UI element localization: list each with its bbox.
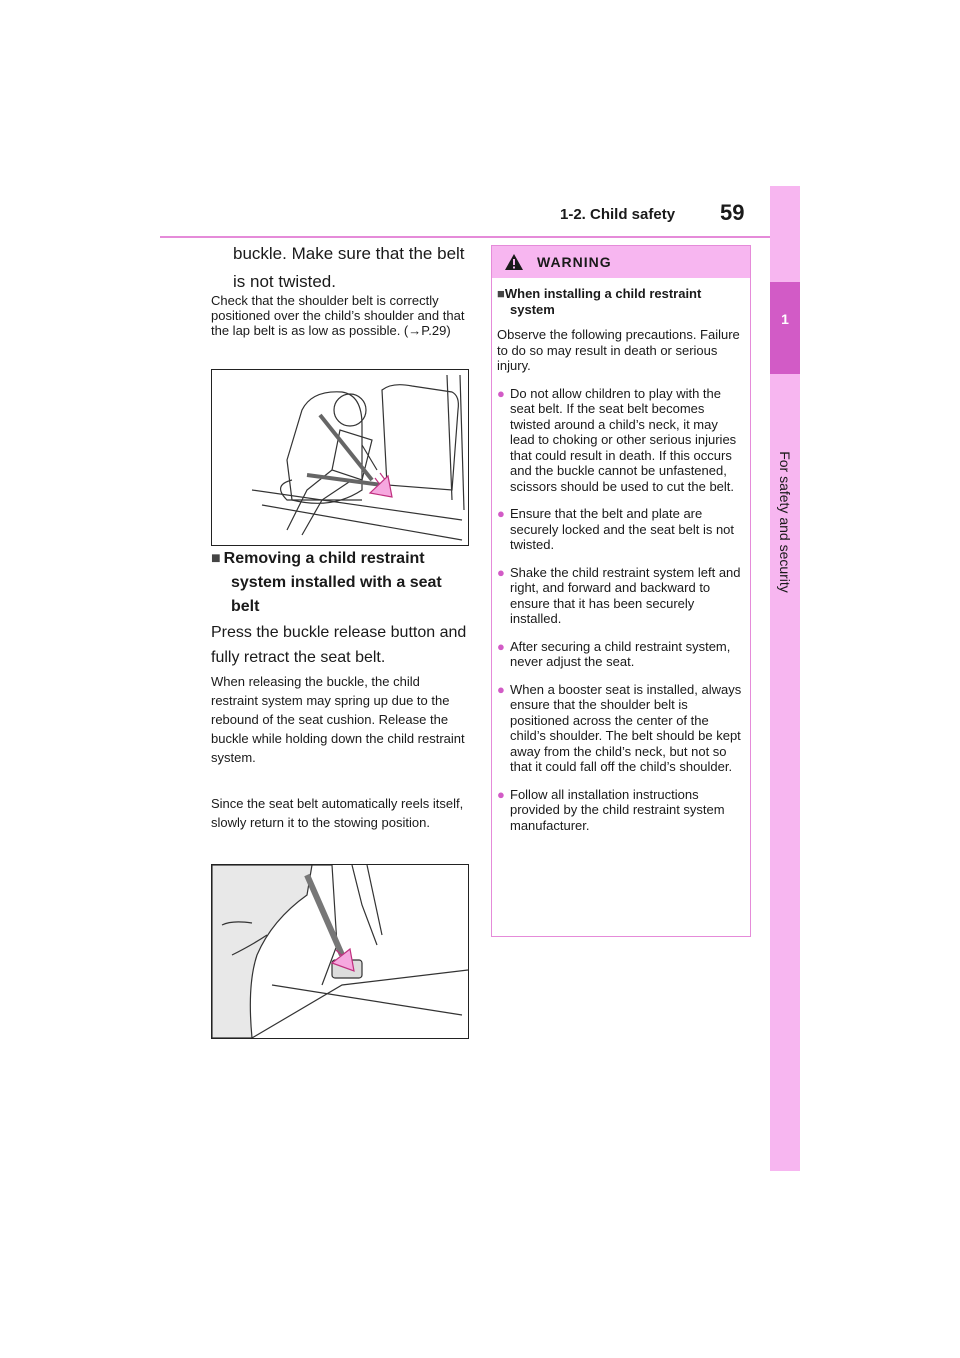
buckle-release-illustration <box>211 864 469 1039</box>
bullet-icon: ● <box>497 786 505 802</box>
bullet-icon: ● <box>497 564 505 580</box>
section-heading-line2: system installed with a seat <box>231 574 442 591</box>
section-heading <box>211 547 471 619</box>
retract-paragraph: Since the seat belt automatically reels itself, slowly return it to the stowing position. <box>211 796 464 830</box>
chapter-number: 1 <box>781 311 789 327</box>
warning-triangle-icon <box>504 253 524 276</box>
warning-intro: Observe the following precautions. Failure to do so may result in death or serious injury. <box>497 327 740 373</box>
warning-subheading: ■When installing a child restraint system <box>497 286 702 317</box>
warning-box <box>491 245 751 937</box>
page-number: 59 <box>720 200 745 225</box>
instruction-text: Press the buckle release button and fully retract the seat belt. <box>211 624 467 666</box>
warning-item: ● Do not allow children to play with the seat belt. If the seat belt becomes twisted around a child’s neck, it may lead to choking or other serious injuries that could result in death. If this occurs and the buckle cannot be unfastened, scissors should be used to cut the belt. <box>497 385 737 494</box>
chapter-number-tab <box>770 282 800 374</box>
bullet-icon: ● <box>497 385 505 401</box>
square-bullet-icon: ■ <box>211 550 221 567</box>
warning-item: ● When a booster seat is installed, always ensure that the shoulder belt is positioned across the center of the child’s shoulder. The belt should be kept away from the child’s neck, but not so that it could fall off the child’s shoulder. <box>497 681 742 774</box>
lead-text: buckle. Make sure that the belt is not twisted. <box>233 244 465 291</box>
installation-note: Check that the shoulder belt is correctly positioned over the child’s shoulder and that the lap belt is as low as possible. (→P.29) <box>211 293 465 338</box>
header-divider <box>160 236 770 238</box>
section-heading-line3: belt <box>231 598 260 615</box>
warning-item: ● After securing a child restraint system, never adjust the seat. <box>497 638 731 669</box>
warning-item: ● Ensure that the belt and plate are securely locked and the seat belt is not twisted. <box>497 506 735 552</box>
warning-header <box>492 246 750 278</box>
warning-item: ● Follow all installation instructions provided by the child restraint system manufacturer. <box>497 786 725 833</box>
bullet-icon: ● <box>497 681 505 697</box>
chapter-label: For safety and security <box>777 451 793 593</box>
warning-title: WARNING <box>537 254 612 270</box>
child-seat-illustration <box>211 369 469 546</box>
bullet-icon: ● <box>497 506 505 521</box>
bullet-icon: ● <box>497 638 505 654</box>
warning-item: ● Shake the child restraint system left and right, and forward and backward to ensure that it has been securely installed. <box>497 564 741 626</box>
section-title: 1-2. Child safety <box>560 206 676 223</box>
release-paragraph: When releasing the buckle, the child restraint system may spring up due to the rebound of the seat cushion. Release the buckle while holding down the child restraint system. <box>211 674 465 765</box>
section-heading-line1: Removing a child restraint <box>223 550 425 567</box>
square-bullet-icon: ■ <box>497 286 505 301</box>
